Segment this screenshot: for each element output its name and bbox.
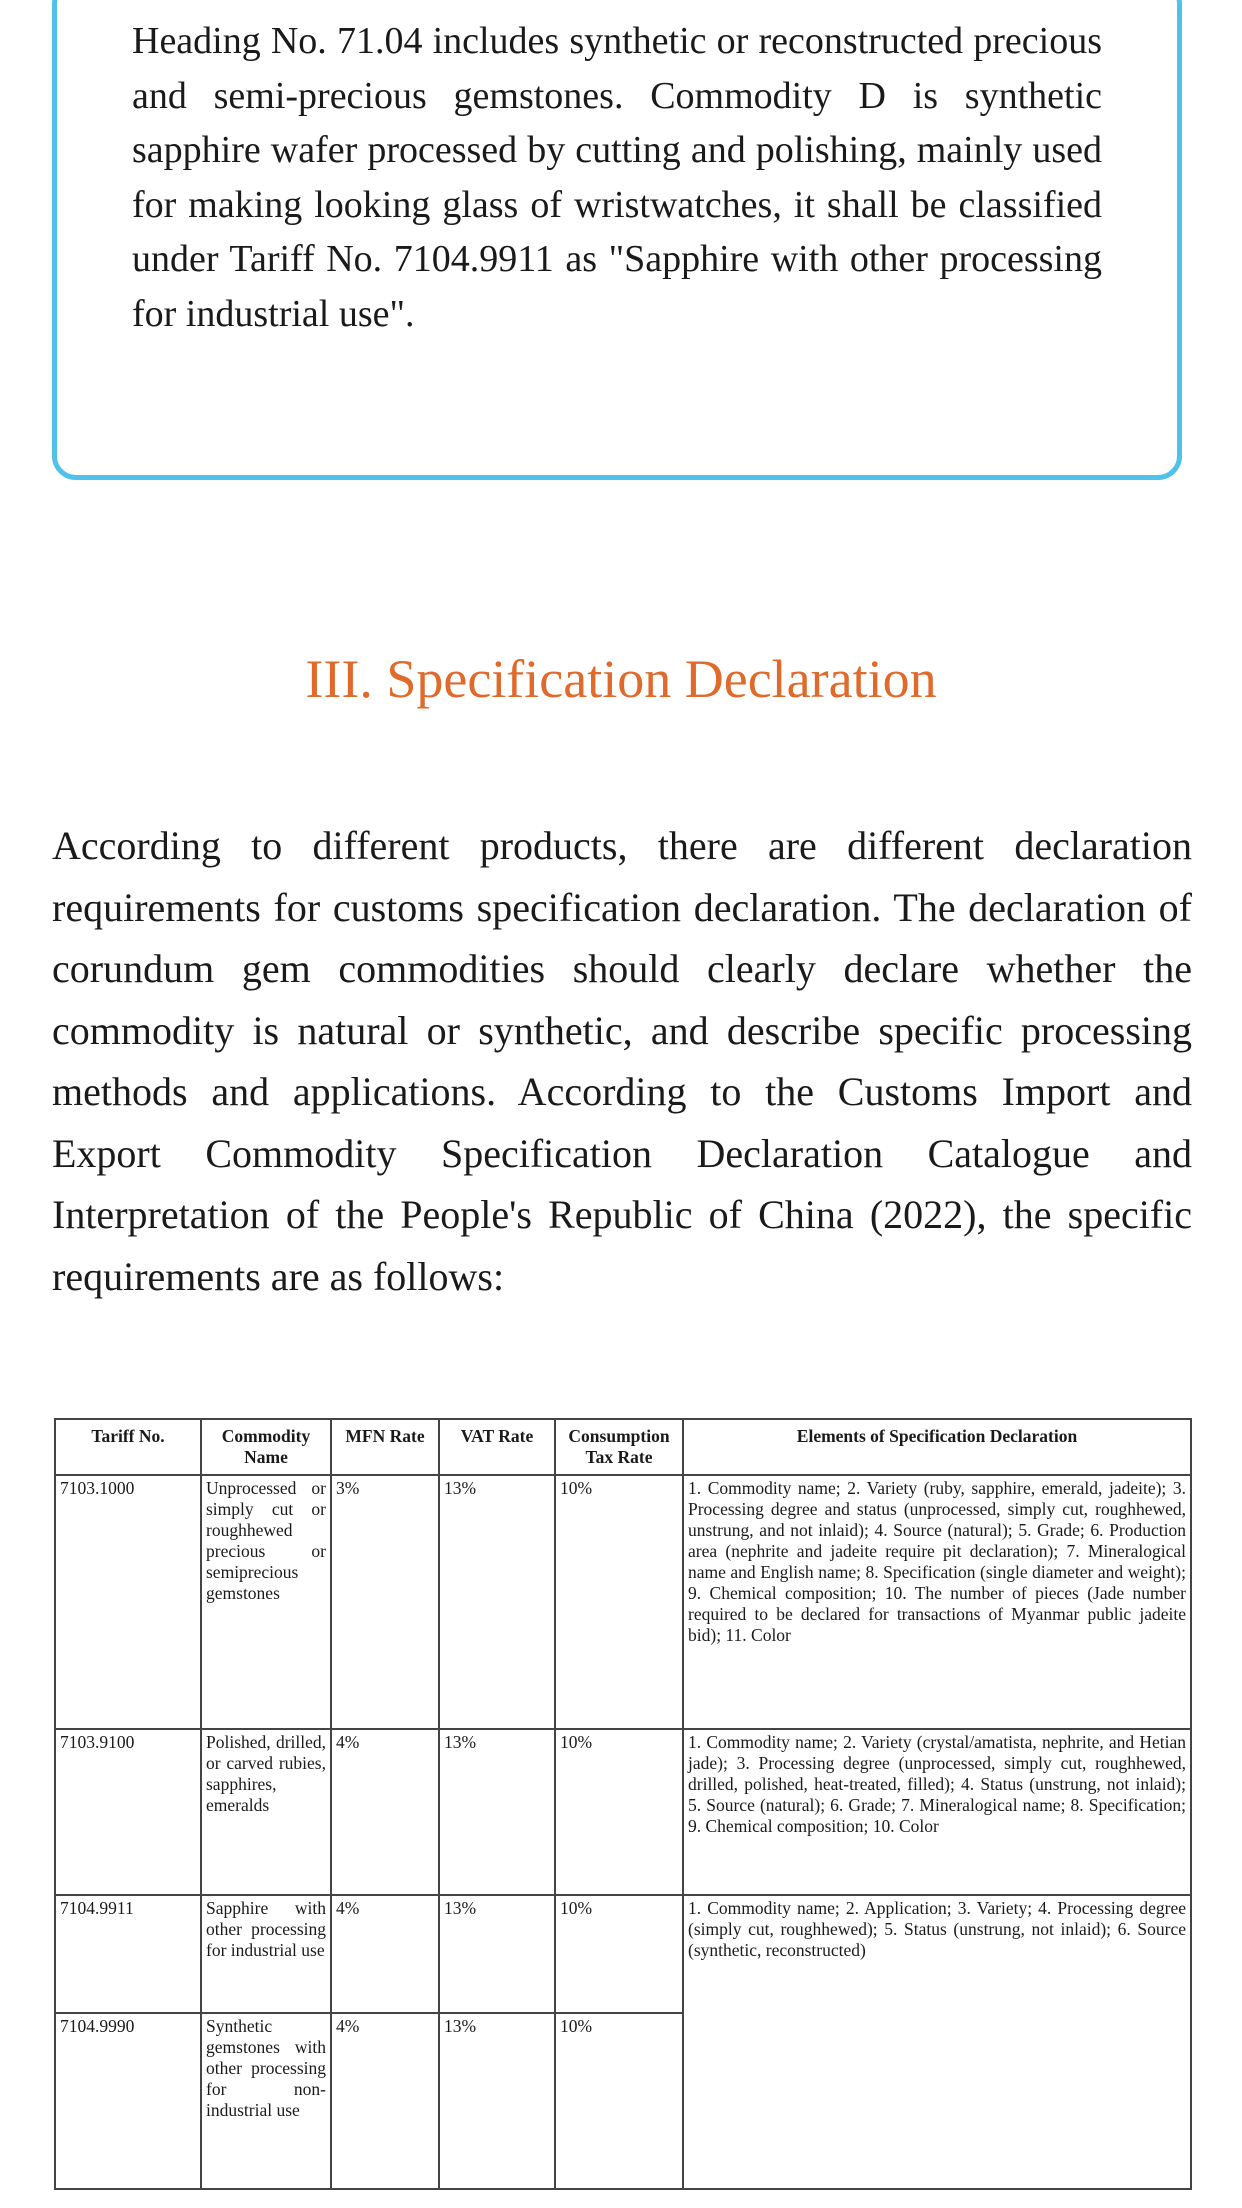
cell-elements: 1. Commodity name; 2. Variety (ruby, sapphire, emerald, jadeite); 3. Processing degree and status (unprocessed, simply cut, roughhewed, unstrung, and not inlaid); 4. Source (natural); 5. Grade; 6. Production area (nephrite and jadeite require pit declaration); 7. Mineralogical name and English name; 8. Specification (single diameter and weight); 9. Chemical composition; 10. The number of pieces (Jade number required to be declared for transactions of Myanmar public jadeite bid); 11. Color xyxy=(683,1475,1191,1729)
table-row xyxy=(55,1475,1191,1729)
cell-elements: 1. Commodity name; 2. Variety (crystal/amatista, nephrite, and Hetian jade); 3. Processing degree (unprocessed, simply cut, roughhewed, drilled, polished, heat-treated, filled); 4. Status (unstrung, not inlaid); 5. Source (natural); 6. Grade; 7. Mineralogical name; 8. Specification; 9. Chemical composition; 10. Color xyxy=(683,1729,1191,1895)
cell-mfn-rate: 3% xyxy=(331,1475,439,1729)
header-consumption-tax-rate: Consumption Tax Rate xyxy=(555,1419,683,1475)
header-tariff-no: Tariff No. xyxy=(55,1419,201,1475)
callout-text: Heading No. 71.04 includes synthetic or reconstructed precious and semi-precious gemstones. Commodity D is synthetic sapphire wafer processed by cutting and polishing, mainly used for making looking glass of wristwatches, it shall be classified under Tariff No. 7104.9911 as "Sapphire with other processing for industrial use". xyxy=(132,20,1102,335)
cell-vat-rate: 13% xyxy=(439,1475,555,1729)
table-row xyxy=(55,1729,1191,1895)
section-title: III. Specification Declaration xyxy=(305,649,937,709)
cell-commodity-name: Unprocessed or simply cut or roughhewed precious or semiprecious gemstones xyxy=(201,1475,331,1729)
cell-mfn-rate: 4% xyxy=(331,1729,439,1895)
cell-consumption-tax-rate: 10% xyxy=(555,1475,683,1729)
cell-vat-rate: 13% xyxy=(439,2013,555,2189)
cell-tariff-no: 7104.9911 xyxy=(55,1895,201,2013)
header-vat-rate: VAT Rate xyxy=(439,1419,555,1475)
cell-consumption-tax-rate: 10% xyxy=(555,1895,683,2013)
section-body-paragraph: According to different products, there are different declaration requirements for customs specification declaration. The declaration of corundum gem commodities should clearly declare whether the commodity is natural or synthetic, and describe specific processing methods and applications. According to the Customs Import and Export Commodity Specification Declaration Catalogue and Interpretation of the People's Republic of China (2022), the specific requirements are as follows: xyxy=(52,823,1192,1299)
cell-commodity-name: Synthetic gemstones with other processing for non-industrial use xyxy=(201,2013,331,2189)
cell-commodity-name: Polished, drilled, or carved rubies, sapphires, emeralds xyxy=(201,1729,331,1895)
header-commodity-name: Commodity Name xyxy=(201,1419,331,1475)
cell-elements: 1. Commodity name; 2. Application; 3. Variety; 4. Processing degree (simply cut, roughhewed); 5. Status (unstrung, not inlaid); 6. Source (synthetic, reconstructed) xyxy=(683,1895,1191,2189)
header-elements: Elements of Specification Declaration xyxy=(683,1419,1191,1475)
table-header-row xyxy=(55,1419,1191,1475)
header-mfn-rate: MFN Rate xyxy=(331,1419,439,1475)
cell-mfn-rate: 4% xyxy=(331,2013,439,2189)
cell-tariff-no: 7103.1000 xyxy=(55,1475,201,1729)
cell-consumption-tax-rate: 10% xyxy=(555,1729,683,1895)
cell-vat-rate: 13% xyxy=(439,1895,555,2013)
table-row xyxy=(55,1895,1191,2013)
specification-table xyxy=(54,1418,1192,2190)
cell-tariff-no: 7104.9990 xyxy=(55,2013,201,2189)
cell-vat-rate: 13% xyxy=(439,1729,555,1895)
cell-mfn-rate: 4% xyxy=(331,1895,439,2013)
cell-consumption-tax-rate: 10% xyxy=(555,2013,683,2189)
cell-tariff-no: 7103.9100 xyxy=(55,1729,201,1895)
cell-commodity-name: Sapphire with other processing for industrial use xyxy=(201,1895,331,2013)
